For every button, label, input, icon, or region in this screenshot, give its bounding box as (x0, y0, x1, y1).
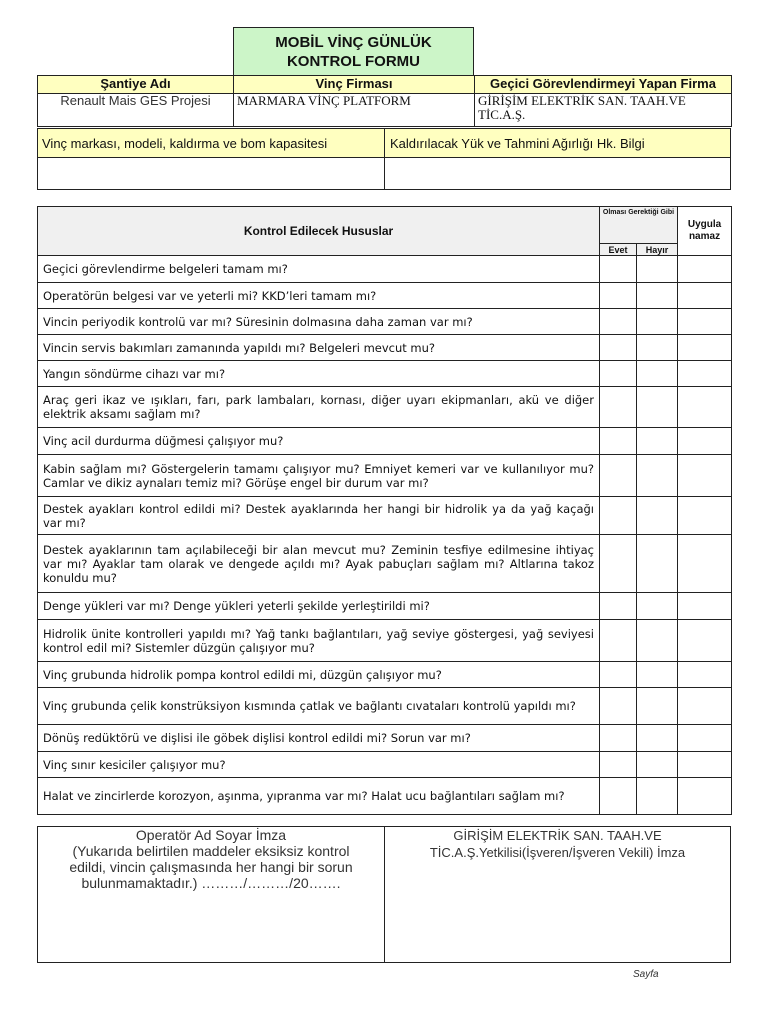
operator-declaration: (Yukarıda belirtilen maddeler eksiksiz kontrol edildi, vincin çalışmasında her hangi bir sorun bulunmamaktadır.) ………/………/20……. (69, 843, 353, 891)
no-checkbox[interactable] (637, 497, 678, 535)
checklist-item: Operatörün belgesi var ve yeterli mi? KKD’leri tamam mı? (38, 283, 600, 309)
yes-checkbox[interactable] (600, 497, 637, 535)
load-info-field[interactable] (385, 158, 730, 189)
site-name-value: Renault Mais GES Projesi (38, 94, 234, 127)
checklist-item: Vinç grubunda çelik konstrüksiyon kısmında çatlak ve bağlantı cıvataları kontrolü yapıldı mı? (38, 688, 600, 725)
not-applicable-checkbox[interactable] (678, 387, 732, 428)
not-applicable-checkbox[interactable] (678, 620, 732, 662)
yes-checkbox[interactable] (600, 387, 637, 428)
yes-header: Evet (600, 244, 637, 256)
checklist-item: Vinç sınır kesiciler çalışıyor mu? (38, 752, 600, 778)
assigning-company-value: GİRİŞİM ELEKTRİK SAN. TAAH.VE TİC.A.Ş. (475, 94, 732, 127)
not-applicable-checkbox[interactable] (678, 361, 732, 387)
no-checkbox[interactable] (637, 283, 678, 309)
yes-checkbox[interactable] (600, 725, 637, 752)
no-checkbox[interactable] (637, 662, 678, 688)
no-checkbox[interactable] (637, 455, 678, 497)
no-checkbox[interactable] (637, 725, 678, 752)
checklist-item: Kabin sağlam mı? Göstergelerin tamamı çalışıyor mu? Emniyet kemeri var ve kullanılıyor mu? Camlar ve dikiz aynaları temiz mi? Görüşe engel bir durum var mı? (38, 455, 600, 497)
checklist-table (37, 206, 732, 815)
yes-checkbox[interactable] (600, 778, 637, 815)
yes-checkbox[interactable] (600, 593, 637, 620)
not-applicable-checkbox[interactable] (678, 662, 732, 688)
header-table (37, 75, 732, 127)
no-checkbox[interactable] (637, 428, 678, 455)
no-checkbox[interactable] (637, 620, 678, 662)
company-signature-box[interactable] (385, 827, 730, 962)
not-applicable-checkbox[interactable] (678, 497, 732, 535)
no-checkbox[interactable] (637, 309, 678, 335)
checklist-item: Destek ayakları kontrol edildi mi? Destek ayaklarında her hangi bir hidrolik ya da yağ kaçağı var mı? (38, 497, 600, 535)
checklist-item: Geçici görevlendirme belgeleri tamam mı? (38, 256, 600, 283)
checklist-item: Vinç grubunda hidrolik pompa kontrol edildi mi, düzgün çalışıyor mu? (38, 662, 600, 688)
company-authority-line: TİC.A.Ş.Yetkilisi(İşveren/İşveren Vekili) İmza (429, 845, 686, 860)
not-applicable-checkbox[interactable] (678, 283, 732, 309)
not-applicable-checkbox[interactable] (678, 752, 732, 778)
signature-section (37, 826, 731, 963)
checklist-item: Vinç acil durdurma düğmesi çalışıyor mu? (38, 428, 600, 455)
yes-checkbox[interactable] (600, 620, 637, 662)
checklist-item: Hidrolik ünite kontrolleri yapıldı mı? Yağ tankı bağlantıları, yağ seviye göstergesi, yağ seviyesi kontrol edil mi? Sistemler düzgün çalışıyor mu? (38, 620, 600, 662)
applicable-header: Uygula namaz (678, 207, 732, 256)
yes-checkbox[interactable] (600, 283, 637, 309)
no-checkbox[interactable] (637, 535, 678, 593)
load-info-label: Kaldırılacak Yük ve Tahmini Ağırlığı Hk. Bilgi (385, 129, 730, 158)
no-checkbox[interactable] (637, 688, 678, 725)
crane-info-block (37, 128, 731, 190)
not-applicable-checkbox[interactable] (678, 309, 732, 335)
checklist-item: Destek ayaklarının tam açılabileceği bir alan mevcut mu? Zeminin tesfiye edilmesine ihtiyaç var mı? Ayaklar tam olarak ve dengede açıldı mı? Ayak pabuçları sağlam mı? Altlarına takoz konuldu mu? (38, 535, 600, 593)
no-checkbox[interactable] (637, 387, 678, 428)
should-be-header: Olması Gerektiği Gibi (600, 207, 678, 244)
not-applicable-checkbox[interactable] (678, 778, 732, 815)
not-applicable-checkbox[interactable] (678, 593, 732, 620)
checklist-col-title: Kontrol Edilecek Hususlar (38, 207, 600, 256)
yes-checkbox[interactable] (600, 688, 637, 725)
not-applicable-checkbox[interactable] (678, 428, 732, 455)
no-checkbox[interactable] (637, 752, 678, 778)
yes-checkbox[interactable] (600, 535, 637, 593)
checklist-item: Denge yükleri var mı? Denge yükleri yeterli şekilde yerleştirildi mi? (38, 593, 600, 620)
yes-checkbox[interactable] (600, 335, 637, 361)
company-name-line: GİRİŞİM ELEKTRİK SAN. TAAH.VE (453, 828, 662, 843)
no-checkbox[interactable] (637, 256, 678, 283)
not-applicable-checkbox[interactable] (678, 455, 732, 497)
crane-model-field[interactable] (38, 158, 385, 189)
no-header: Hayır (637, 244, 678, 256)
not-applicable-checkbox[interactable] (678, 535, 732, 593)
operator-signature-title: Operatör Ad Soyar İmza (135, 827, 287, 843)
checklist-item: Halat ve zincirlerde korozyon, aşınma, yıpranma var mı? Halat ucu bağlantıları sağlam mı? (38, 778, 600, 815)
yes-checkbox[interactable] (600, 662, 637, 688)
assigning-company-label: Geçici Görevlendirmeyi Yapan Firma (475, 76, 732, 94)
no-checkbox[interactable] (637, 778, 678, 815)
not-applicable-checkbox[interactable] (678, 256, 732, 283)
yes-checkbox[interactable] (600, 309, 637, 335)
crane-company-label: Vinç Firması (234, 76, 475, 94)
yes-checkbox[interactable] (600, 455, 637, 497)
checklist-item: Araç geri ikaz ve ışıkları, farı, park lambaları, kornası, diğer uyarı ekipmanları, akü ve diğer elektrik aksamı sağlam mı? (38, 387, 600, 428)
yes-checkbox[interactable] (600, 256, 637, 283)
checklist-item: Dönüş redüktörü ve dişlisi ile göbek dişlisi kontrol edildi mi? Sorun var mı? (38, 725, 600, 752)
form-title (233, 27, 474, 76)
page-label: Sayfa (633, 969, 659, 980)
not-applicable-checkbox[interactable] (678, 725, 732, 752)
crane-company-value: MARMARA VİNÇ PLATFORM (234, 94, 475, 127)
crane-model-label: Vinç markası, modeli, kaldırma ve bom kapasitesi (38, 129, 385, 158)
checklist-item: Vincin periyodik kontrolü var mı? Süresinin dolmasına daha zaman var mı? (38, 309, 600, 335)
yes-checkbox[interactable] (600, 428, 637, 455)
yes-checkbox[interactable] (600, 361, 637, 387)
checklist-item: Yangın söndürme cihazı var mı? (38, 361, 600, 387)
checklist-item: Vincin servis bakımları zamanında yapıldı mı? Belgeleri mevcut mu? (38, 335, 600, 361)
not-applicable-checkbox[interactable] (678, 688, 732, 725)
no-checkbox[interactable] (637, 593, 678, 620)
form-title-line1: MOBİL VİNÇ GÜNLÜK (275, 34, 432, 51)
yes-checkbox[interactable] (600, 752, 637, 778)
no-checkbox[interactable] (637, 335, 678, 361)
not-applicable-checkbox[interactable] (678, 335, 732, 361)
form-title-line2: KONTROL FORMU (286, 53, 421, 70)
site-name-label: Şantiye Adı (38, 76, 234, 94)
no-checkbox[interactable] (637, 361, 678, 387)
operator-signature-box[interactable] (38, 827, 385, 962)
